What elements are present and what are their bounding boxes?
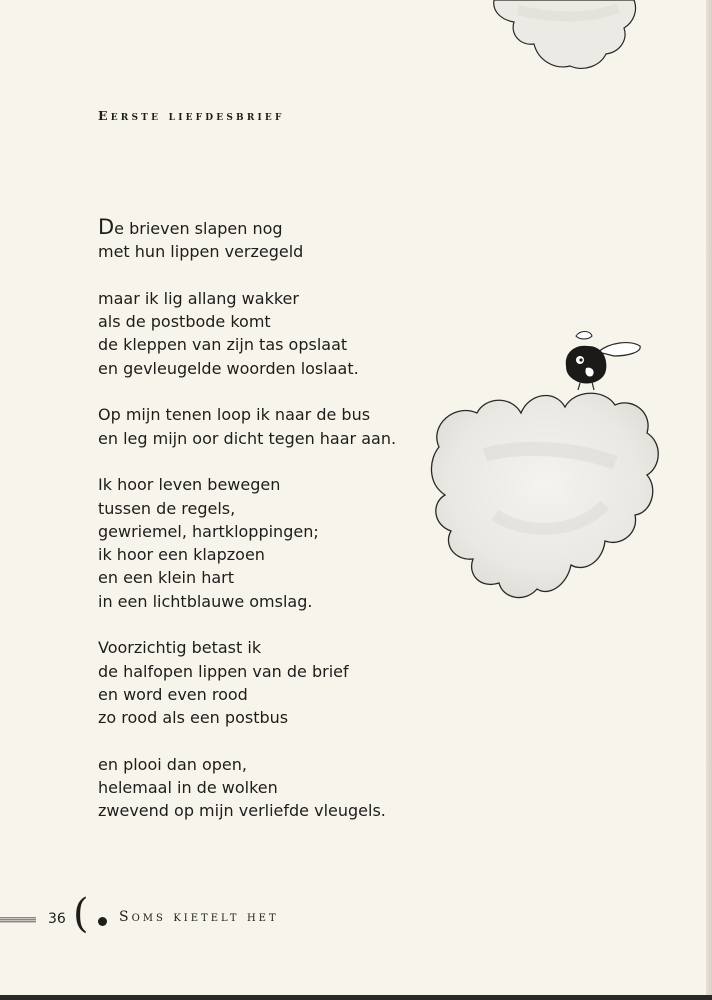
poem-line: zo rood als een postbus (98, 708, 289, 728)
poem-line: Voorzichtig betast ik (98, 638, 262, 658)
poem-line (98, 216, 396, 240)
drop-cap: D (98, 215, 115, 239)
poem-line: helemaal in de wolken (98, 778, 278, 798)
poem-line: en een klein hart (98, 568, 235, 588)
stanza (98, 287, 396, 380)
page-edge (706, 0, 712, 1000)
stanza (98, 216, 396, 264)
footer-dot-icon (98, 917, 107, 926)
poem-line: de halfopen lippen van de brief (98, 661, 349, 681)
poem-title: Eerste liefdesbrief (98, 108, 285, 123)
heart-cloud-illustration (425, 385, 665, 615)
poem-line: met hun lippen verzegeld (98, 242, 304, 262)
poem-line-rest: e brieven slapen nog (114, 219, 283, 238)
page-number: 36 (48, 911, 66, 927)
poem-line: zwevend op mijn verliefde vleugels. (98, 801, 386, 821)
poem-line: de kleppen van zijn tas opslaat (98, 335, 348, 355)
bird-icon (558, 328, 648, 390)
poem-line: en plooi dan open, (98, 754, 247, 774)
poem-line: en leg mijn oor dicht tegen haar aan. (98, 428, 397, 448)
book-title: Soms kietelt het (119, 909, 279, 925)
stanza (98, 636, 396, 729)
stanza (98, 403, 396, 450)
footer-bracket: ( (73, 891, 89, 937)
poem-line: Op mijn tenen loop ik naar de bus (98, 405, 371, 425)
poem-line: in een lichtblauwe omslag. (98, 591, 313, 611)
page-bottom-edge (0, 995, 712, 1000)
stanza (98, 473, 396, 613)
poem-line: Ik hoor leven bewegen (98, 475, 281, 495)
footer-bar (0, 917, 36, 923)
poem-line: als de postbode komt (98, 312, 271, 332)
poem-line: en gevleugelde woorden loslaat. (98, 358, 359, 378)
poem-line: gewriemel, hartkloppingen; (98, 521, 319, 541)
stanza (98, 753, 396, 823)
poem-body (98, 216, 396, 846)
poem-line: maar ik lig allang wakker (98, 288, 299, 308)
top-cloud-illustration (488, 0, 648, 80)
poem-line: tussen de regels, (98, 498, 236, 518)
poem-line: en word even rood (98, 684, 248, 704)
poem-line: ik hoor een klapzoen (98, 545, 265, 565)
